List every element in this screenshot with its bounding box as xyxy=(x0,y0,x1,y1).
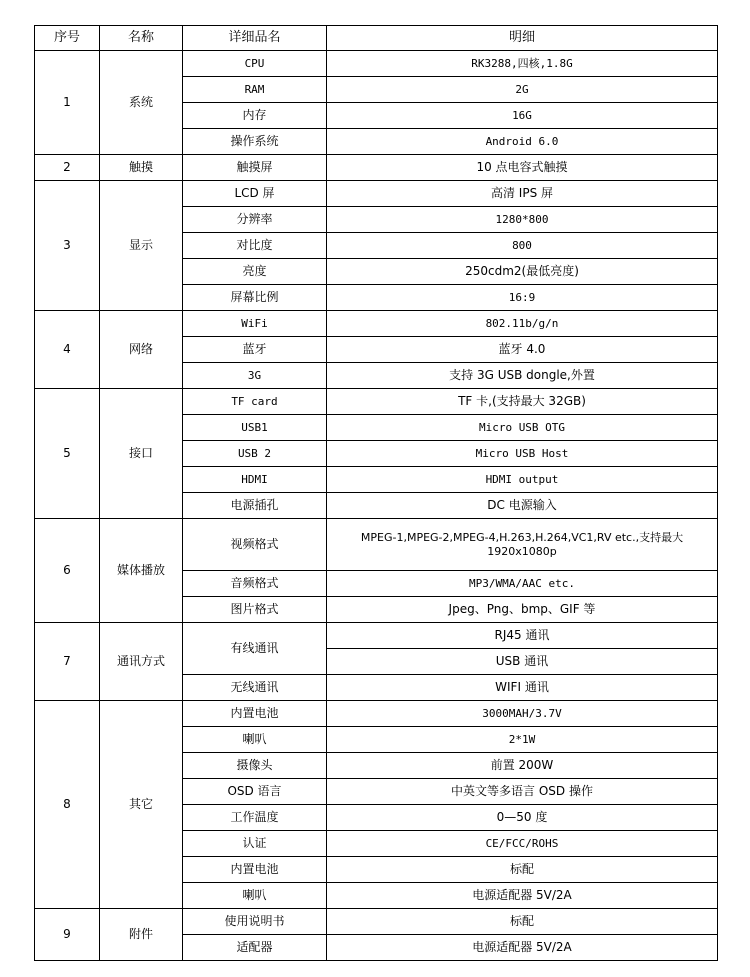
item-detail: Micro USB OTG xyxy=(327,415,718,441)
item-name: 触摸屏 xyxy=(183,155,327,181)
group-no: 9 xyxy=(35,909,100,961)
group-name: 显示 xyxy=(100,181,183,311)
item-detail: USB 通讯 xyxy=(327,649,718,675)
item-detail: 0—50 度 xyxy=(327,805,718,831)
item-detail: TF 卡,(支持最大 32GB) xyxy=(327,389,718,415)
item-detail: 3000MAH/3.7V xyxy=(327,701,718,727)
item-detail: RJ45 通讯 xyxy=(327,623,718,649)
item-detail: CE/FCC/ROHS xyxy=(327,831,718,857)
item-detail: 中英文等多语言 OSD 操作 xyxy=(327,779,718,805)
item-name: 内置电池 xyxy=(183,857,327,883)
table-row xyxy=(35,155,718,181)
item-name: 视频格式 xyxy=(183,519,327,571)
header-row xyxy=(35,26,718,51)
item-name: WiFi xyxy=(183,311,327,337)
item-detail: 800 xyxy=(327,233,718,259)
item-name: 内存 xyxy=(183,103,327,129)
item-name: CPU xyxy=(183,51,327,77)
item-detail: Jpeg、Png、bmp、GIF 等 xyxy=(327,597,718,623)
group-no: 8 xyxy=(35,701,100,909)
item-detail: 16G xyxy=(327,103,718,129)
item-detail: 支持 3G USB dongle,外置 xyxy=(327,363,718,389)
item-detail: 1280*800 xyxy=(327,207,718,233)
table-row xyxy=(35,701,718,727)
group-no: 3 xyxy=(35,181,100,311)
item-name: HDMI xyxy=(183,467,327,493)
item-detail: 2G xyxy=(327,77,718,103)
item-name: LCD 屏 xyxy=(183,181,327,207)
item-name: 屏幕比例 xyxy=(183,285,327,311)
header-detail: 明细 xyxy=(327,26,718,51)
item-name: 对比度 xyxy=(183,233,327,259)
item-detail: 802.11b/g/n xyxy=(327,311,718,337)
group-no: 1 xyxy=(35,51,100,155)
item-detail: 电源适配器 5V/2A xyxy=(327,883,718,909)
item-name: 喇叭 xyxy=(183,727,327,753)
item-detail: 16:9 xyxy=(327,285,718,311)
item-name: 有线通讯 xyxy=(183,623,327,675)
table-row xyxy=(35,909,718,935)
table-row xyxy=(35,181,718,207)
item-detail: RK3288,四核,1.8G xyxy=(327,51,718,77)
item-name: 图片格式 xyxy=(183,597,327,623)
item-detail: 蓝牙 4.0 xyxy=(327,337,718,363)
group-name: 其它 xyxy=(100,701,183,909)
item-detail: 电源适配器 5V/2A xyxy=(327,935,718,961)
item-detail: 前置 200W xyxy=(327,753,718,779)
item-detail: Android 6.0 xyxy=(327,129,718,155)
item-detail: 10 点电容式触摸 xyxy=(327,155,718,181)
item-name: 内置电池 xyxy=(183,701,327,727)
item-name: 音频格式 xyxy=(183,571,327,597)
group-no: 6 xyxy=(35,519,100,623)
item-name: 3G xyxy=(183,363,327,389)
item-detail: 2*1W xyxy=(327,727,718,753)
group-no: 4 xyxy=(35,311,100,389)
item-detail: WIFI 通讯 xyxy=(327,675,718,701)
group-name: 网络 xyxy=(100,311,183,389)
group-no: 2 xyxy=(35,155,100,181)
item-name: 摄像头 xyxy=(183,753,327,779)
table-row xyxy=(35,51,718,77)
item-name: 无线通讯 xyxy=(183,675,327,701)
table-row xyxy=(35,623,718,649)
table-row xyxy=(35,389,718,415)
item-name: 分辨率 xyxy=(183,207,327,233)
item-detail: 高清 IPS 屏 xyxy=(327,181,718,207)
item-name: OSD 语言 xyxy=(183,779,327,805)
spec-table xyxy=(34,25,718,961)
item-detail: Micro USB Host xyxy=(327,441,718,467)
group-name: 媒体播放 xyxy=(100,519,183,623)
group-name: 通讯方式 xyxy=(100,623,183,701)
item-name: USB 2 xyxy=(183,441,327,467)
group-name: 接口 xyxy=(100,389,183,519)
group-no: 5 xyxy=(35,389,100,519)
header-item: 详细品名 xyxy=(183,26,327,51)
item-detail: 250cdm2(最低亮度) xyxy=(327,259,718,285)
item-detail: HDMI output xyxy=(327,467,718,493)
item-name: RAM xyxy=(183,77,327,103)
table-row xyxy=(35,519,718,571)
item-name: 电源插孔 xyxy=(183,493,327,519)
item-name: 认证 xyxy=(183,831,327,857)
item-name: 操作系统 xyxy=(183,129,327,155)
item-detail: 标配 xyxy=(327,909,718,935)
item-name: TF card xyxy=(183,389,327,415)
table-row xyxy=(35,311,718,337)
item-name: 适配器 xyxy=(183,935,327,961)
item-name: 使用说明书 xyxy=(183,909,327,935)
group-name: 触摸 xyxy=(100,155,183,181)
group-no: 7 xyxy=(35,623,100,701)
item-name: 喇叭 xyxy=(183,883,327,909)
item-name: USB1 xyxy=(183,415,327,441)
header-no: 序号 xyxy=(35,26,100,51)
item-detail: 标配 xyxy=(327,857,718,883)
group-name: 系统 xyxy=(100,51,183,155)
item-detail: DC 电源输入 xyxy=(327,493,718,519)
item-detail: MPEG-1,MPEG-2,MPEG-4,H.263,H.264,VC1,RV etc.,支持最大 1920x1080p xyxy=(327,519,718,571)
header-name: 名称 xyxy=(100,26,183,51)
item-name: 工作温度 xyxy=(183,805,327,831)
item-detail: MP3/WMA/AAC etc. xyxy=(327,571,718,597)
item-name: 亮度 xyxy=(183,259,327,285)
item-name: 蓝牙 xyxy=(183,337,327,363)
group-name: 附件 xyxy=(100,909,183,961)
